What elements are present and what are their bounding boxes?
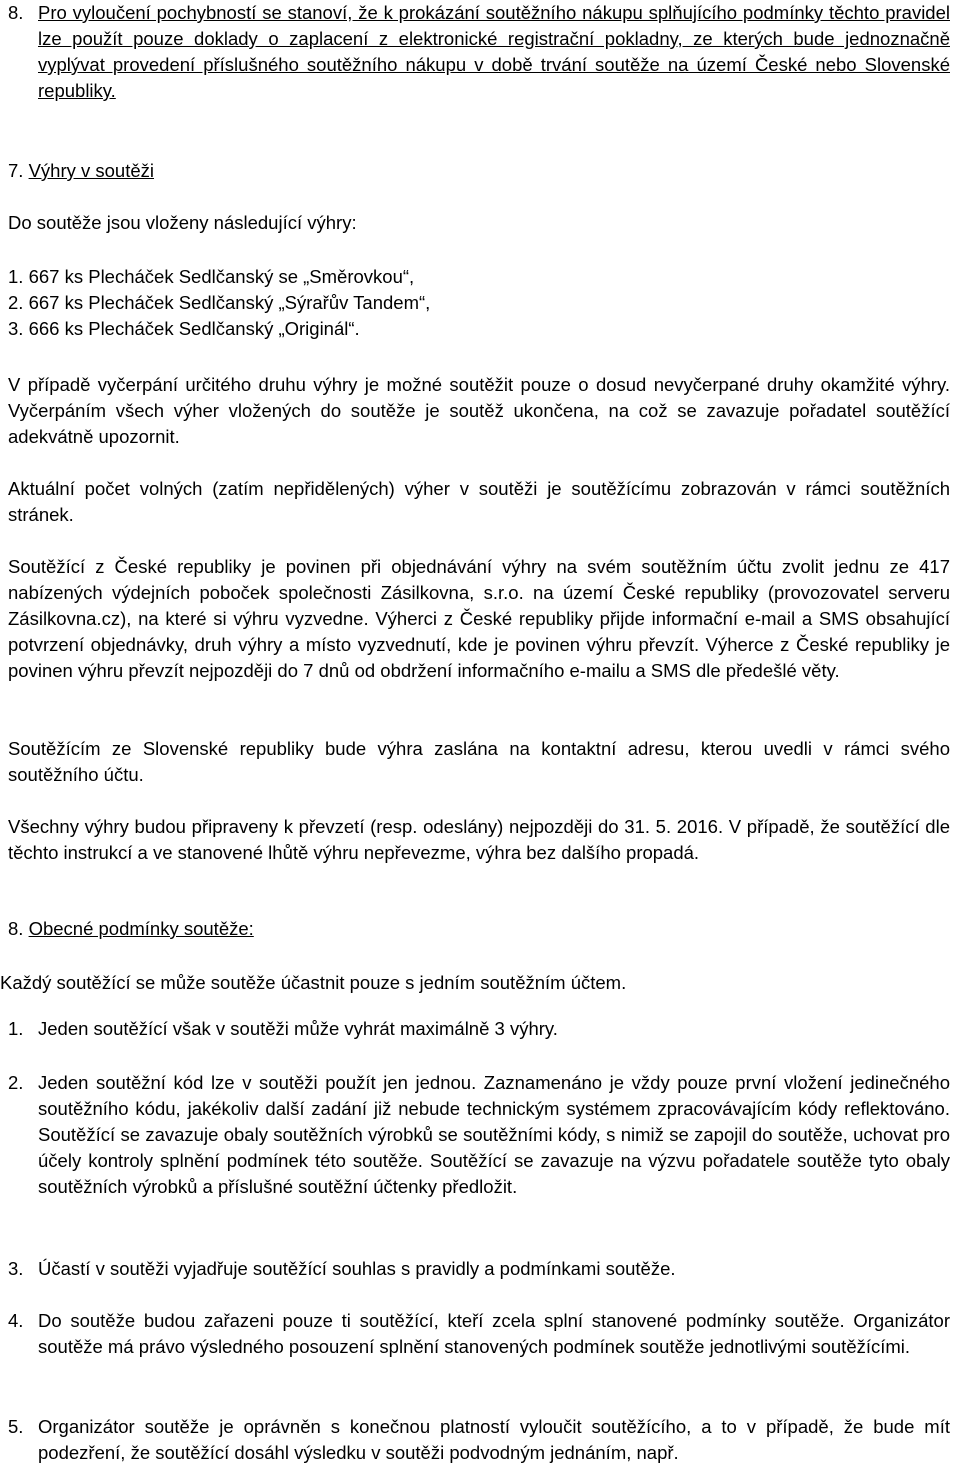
intro-item-8 [8, 0, 950, 104]
rule-number: 3. [8, 1258, 24, 1279]
prize-item [8, 290, 950, 316]
rule-number: 4. [8, 1310, 24, 1331]
prize-text: 667 ks Plecháček Sedlčanský se „Směrovkou“, [28, 266, 415, 287]
section-8-intro: Každý soutěžící se může soutěže účastnit pouze s jedním soutěžním účtem. [0, 972, 627, 993]
rule-number: 5. [8, 1416, 24, 1437]
intro-item-text: Pro vyloučení pochybností se stanoví, že k prokázání soutěžního nákupu splňujícího podmínky těchto pravidel lze použít pouze doklady o zaplacení z elektronické registrační pokladny, ze kterých bude jednoznačně vyplývat provedení příslušného soutěžního nákupu v době trvání soutěže na území České nebo Slovenské republiky. [38, 2, 950, 101]
prize-item [8, 316, 950, 342]
paragraph-exhaustion: V případě vyčerpání určitého druhu výhry je možné soutěžit pouze o dosud nevyčerpané druhy okamžité výhry. Vyčerpáním všech výher vložených do soutěže je soutěž ukončena, na což se zavazuje pořadatel soutěžící adekvátně upozornit. [8, 374, 950, 447]
rule-text: Organizátor soutěže je oprávněn s konečnou platností vyloučit soutěžícího, a to v případě, že bude mít podezření, že soutěžící dosáhl výsledku v soutěži podvodným jednáním, např. [38, 1416, 950, 1463]
rule-item [8, 1256, 950, 1282]
prize-text: 667 ks Plecháček Sedlčanský „Sýrařův Tandem“, [28, 292, 431, 313]
prize-number: 2. [8, 292, 24, 313]
section-7-number: 7. [8, 160, 24, 181]
paragraph-deadline: Všechny výhry budou připraveny k převzetí (resp. odeslány) nejpozději do 31. 5. 2016. V případě, že soutěžící dle těchto instrukcí a ve stanovené lhůtě výhru nepřevezme, výhra bez dalšího propadá. [8, 816, 950, 863]
rule-item [8, 1308, 950, 1360]
rule-text: Jeden soutěžící však v soutěži může vyhrát maximálně 3 výhry. [38, 1018, 558, 1039]
rule-number: 2. [8, 1072, 24, 1093]
prize-item [8, 264, 950, 290]
rule-text: Do soutěže budou zařazeni pouze ti soutěžící, kteří zcela splní stanovené podmínky soutěže. Organizátor soutěže má právo výsledného posouzení splnění stanovených podmínek soutěže jednotlivými soutěžícími. [38, 1310, 950, 1357]
section-7-heading [8, 160, 950, 182]
rule-number: 1. [8, 1018, 24, 1039]
paragraph-available-count: Aktuální počet volných (zatím nepřidělených) výher v soutěži je soutěžícímu zobrazován v rámci soutěžních stránek. [8, 478, 950, 525]
section-8-heading [8, 918, 950, 940]
section-7-title: Výhry v soutěži [28, 160, 155, 181]
section-8-number: 8. [8, 918, 24, 939]
rule-item [8, 1414, 950, 1466]
section-7-intro: Do soutěže jsou vloženy následující výhry: [8, 212, 357, 233]
section-8-title: Obecné podmínky soutěže: [28, 918, 254, 939]
rule-text: Účastí v soutěži vyjadřuje soutěžící souhlas s pravidly a podmínkami soutěže. [38, 1258, 676, 1279]
prize-number: 3. [8, 318, 24, 339]
rule-item [8, 1070, 950, 1200]
paragraph-slovak-delivery: Soutěžícím ze Slovenské republiky bude výhra zaslána na kontaktní adresu, kterou uvedli v rámci svého soutěžního účtu. [8, 738, 950, 785]
paragraph-czech-pickup: Soutěžící z České republiky je povinen při objednávání výhry na svém soutěžním účtu zvolit jednu ze 417 nabízených výdejních poboček společnosti Zásilkovna, s.r.o. na území České republiky (provozovatel serveru Zásilkovna.cz), na které si výhru vyzvedne. Výherci z České republiky přijde informační e-mail a SMS obsahující potvrzení objednávky, druh výhry a místo vyzvednutí, kde je povinen výhru převzít. Výherce z České republiky je povinen výhru převzít nejpozději do 7 dnů od obdržení informačního e-mailu a SMS dle předešlé věty. [8, 556, 950, 681]
prize-text: 666 ks Plecháček Sedlčanský „Originál“. [28, 318, 360, 339]
rule-item [8, 1016, 950, 1042]
rule-text: Jeden soutěžní kód lze v soutěži použít jen jednou. Zaznamenáno je vždy pouze první vložení jedinečného soutěžního kódu, jakékoliv další zadání již nebude technickým systémem zpracovávajícím kódy reflektováno. Soutěžící se zavazuje obaly soutěžních výrobků se soutěžními kódy, s nimiž se zapojil do soutěže, uchovat pro účely kontroly splnění podmínek této soutěže. Soutěžící se zavazuje na výzvu pořadatele soutěže tyto obaly soutěžních výrobků a příslušné soutěžní účtenky předložit. [38, 1072, 950, 1197]
prize-list [8, 264, 950, 342]
prize-number: 1. [8, 266, 24, 287]
intro-item-number: 8. [8, 2, 24, 23]
